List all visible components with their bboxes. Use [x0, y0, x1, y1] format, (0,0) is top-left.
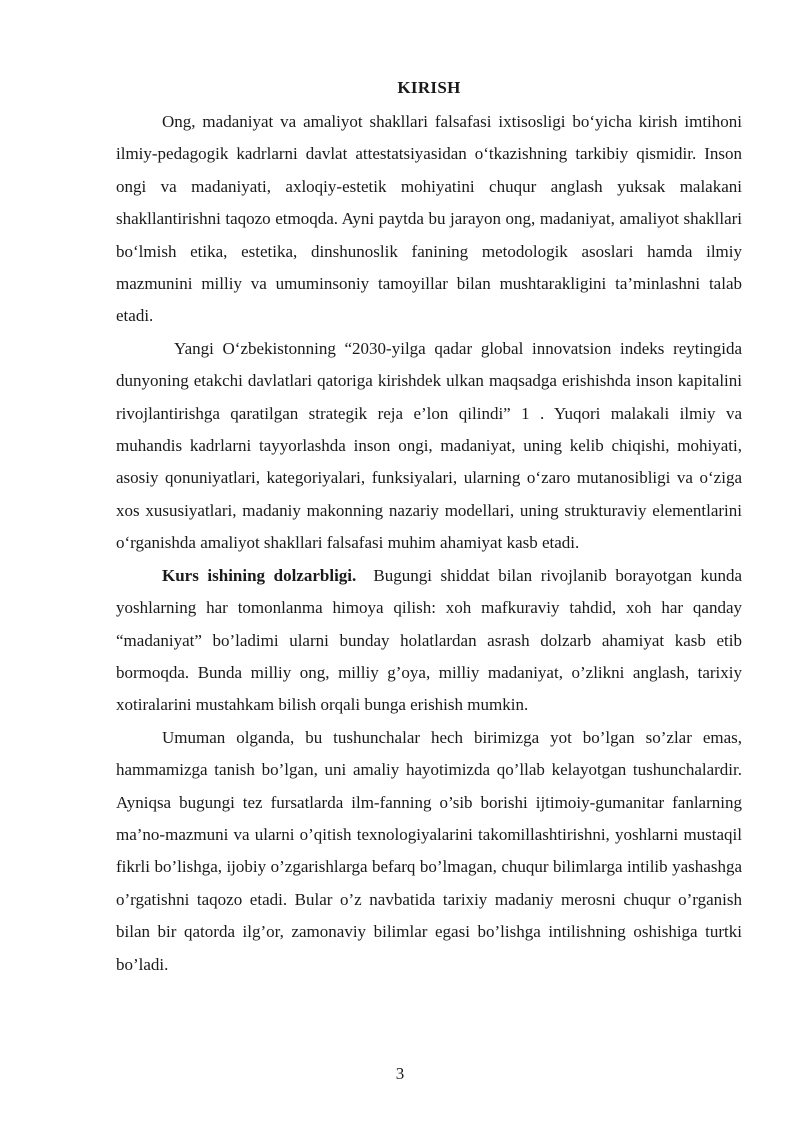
paragraph-lead: Kurs ishining dolzarbligi. — [162, 565, 357, 585]
paragraph-intro — [116, 106, 742, 333]
paragraph-text: Ong, madaniyat va amaliyot shakllari falsafasi ixtisosligi bo‘yicha kirish imtihoni ilmiy-pedagogik kadrlarni davlat attestatsiyasidan o‘tkazishning tarkibiy qismidir. Inson ongi va madaniyati, axloqiy-estetik mohiyatini chuqur anglash yuksak malakani shakllantirishni taqozo etmoqda. Ayni paytda bu jarayon ong, madaniyat, amaliyot shakllari bo‘lmish etika, estetika, dinshunoslik fanining metodologik asoslari hamda ilmiy mazmunini milliy va umuminsoniy tamoyillar bilan mushtarakligini ta’minlashni talab etadi. — [116, 112, 742, 326]
paragraph-relevance — [116, 560, 747, 722]
paragraph-text: Bugungi shiddat bilan rivojlanib borayotgan kunda yoshlarning har tomonlanma himoya qilish: xoh mafkuraviy tahdid, xoh har qanday “madaniyat” bo’ladimi ularni bunday holatlardan asrash dolzarb ahamiyat kasb etib bormoqda. Bunda milliy ong, milliy g’oya, milliy madaniyat, o’zlikni anglash, tarixiy xotiralarini mustahkam bilish orqali bunga erishish mumkin. — [116, 565, 747, 715]
section-heading: KIRISH — [397, 78, 461, 97]
paragraph-strategy — [116, 333, 742, 560]
paragraph-text: Umuman olganda, bu tushunchalar hech birimizga yot bo’lgan so’zlar emas, hammamizga tanish bo’lgan, uni amaliy hayotimizda qo’llab kelayotgan tushunchalardir. Ayniqsa bugungi tez fursatlarda ilm-fanning o’sib borishi ijtimoiy-gumanitar fanlarning ma’no-mazmuni va ularni o’qitish texnologiyalarini takomillashtirishni, yoshlarni mustaqil fikrli bo’lishga, ijobiy o’zgarishlarga befarq bo’lmagan, chuqur bilimlarga intilib yashashga o’rgatishni taqozo etadi. Bular o’z navbatida tarixiy madaniy merosni chuqur o’rganish bilan bir qatorda ilg’or, zamonaviy bilimlar egasi bo’lishga intilishning oshishiga turtki bo’ladi. — [116, 727, 742, 974]
document-page — [116, 76, 747, 981]
page-number: 3 — [395, 1064, 405, 1083]
paragraph-text: Yangi O‘zbekistonning “2030-yilga qadar global innovatsion indeks reytingida dunyoning etakchi davlatlari qatoriga kirishdek ulkan maqsadga erishishda inson kapitalini rivojlantirishga qaratilgan strategik reja e’lon qilindi” 1 . Yuqori malakali ilmiy va muhandis kadrlarni tayyorlashda inson ongi, madaniyat, uning kelib chiqishi, mohiyati, asosiy qonuniyatlari, kategoriyalari, funksiyalari, ularning o‘zaro mutanosibligi va o‘ziga xos xususiyatlari, madaniy makonning nazariy modellari, uning strukturaviy elementlarini o‘rganishda amaliyot shakllari falsafasi muhim ahamiyat kasb etadi. — [116, 338, 742, 553]
paragraph-general — [116, 722, 742, 981]
